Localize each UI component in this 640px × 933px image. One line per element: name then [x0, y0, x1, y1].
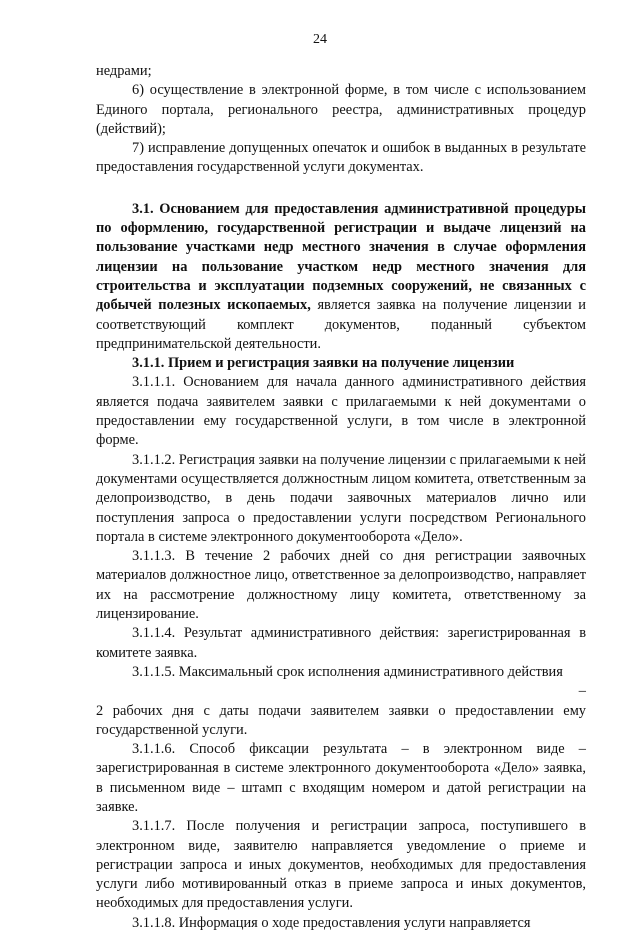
page-content [96, 62, 586, 933]
paragraph-3-1-1-6: 3.1.1.6. Способ фиксации результата – в электронном виде – зарегистрированная в системе электронного документооборота «Дело» заявка, в письменном виде – штамп с входящим номером и датой регистрации на заявке. [96, 741, 586, 815]
page-number: 24 [313, 32, 327, 47]
paragraph-3-1-1-5-line2: 2 рабочих дня с даты подачи заявителем заявки о предоставлении ему государственной услуги. [96, 702, 586, 738]
list-item-7: 7) исправление допущенных опечаток и ошибок в выданных в результате предоставления государственной услуги документах. [96, 140, 586, 176]
paragraph-3-1-1-8: 3.1.1.8. Информация о ходе предоставления услуги направляется [132, 914, 531, 931]
paragraph-3-1-1-5-line1: 3.1.1.5. Максимальный срок исполнения административного действия [132, 663, 563, 680]
list-item-6: 6) осуществление в электронной форме, в том числе с использованием Единого портала, регионального реестра, административных процедур (действий); [96, 82, 586, 137]
paragraph-3-1-1-1: 3.1.1.1. Основанием для начала данного административного действия является подача заявителем заявки с прилагаемыми к ней документами о предоставлении ему государственной услуги, в том числе в электронной форме. [96, 374, 586, 449]
paragraph-gap [96, 178, 586, 200]
paragraph-3-1-1-4: 3.1.1.4. Результат административного действия: зарегистрированная в комитете заявка. [96, 625, 586, 661]
paragraph-3-1-1-5-dash: – [578, 683, 586, 700]
paragraph-3-1-1-7: 3.1.1.7. После получения и регистрации запроса, поступившего в электронном виде, заявителю направляется уведомление о приеме и регистрации запроса и иных документов, необходимых для предоставления услуги либо мотивированный отказ в приеме запроса и иных документов, необходимых для предоставления услуги. [96, 818, 586, 912]
list-item-5-tail: недрами; [96, 63, 152, 79]
section-3-1-1-heading: 3.1.1. Прием и регистрация заявки на получение лицензии [132, 355, 515, 372]
section-3-1-paragraph [96, 200, 586, 354]
paragraph-3-1-1-3: 3.1.1.3. В течение 2 рабочих дней со дня регистрации заявочных материалов должностное лицо, ответственное за делопроизводство, направляет их на рассмотрение должностному лицу комитета, ответственному за лицензирование. [96, 548, 586, 623]
section-3-1-bold-text: 3.1. Основанием для предоставления административной процедуры по оформлению, государственной регистрации и выдаче лицензий на пользование участками недр местного значения в случае оформления лицензии на пользование участком недр местного значения для строительства и эксплуатации подземных сооружений, не связанных с добычей полезных ископаемых, [96, 200, 586, 314]
section-3-1-regular-text: является заявка на получение лицензии и соответствующий комплект документов, поданный субъектом предпринимательской деятельности. [96, 297, 586, 352]
paragraph-3-1-1-2: 3.1.1.2. Регистрация заявки на получение лицензии с прилагаемыми к ней документами осуществляется должностным лицом комитета, ответственным за делопроизводство, в день подачи заявочных материалов лично или поступления запроса о предоставлении услуги посредством Регионального портала в системе электронного документооборота «Дело». [96, 451, 586, 545]
